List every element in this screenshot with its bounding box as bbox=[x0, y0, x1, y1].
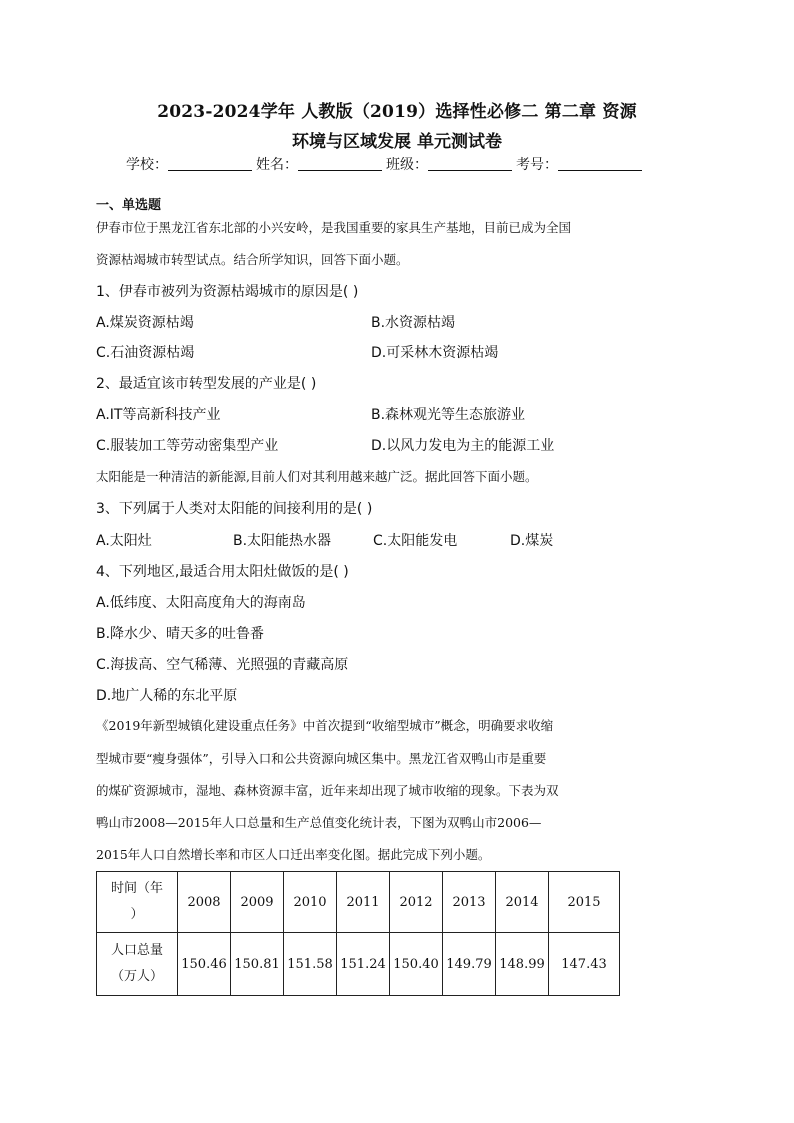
q2-option-c[interactable]: C.服装加工等劳动密集型产业 bbox=[96, 438, 279, 454]
school-blank[interactable] bbox=[168, 155, 252, 171]
q4-option-d[interactable]: D.地广人稀的东北平原 bbox=[96, 688, 238, 704]
question-3: 3、下列属于人类对太阳能的间接利用的是( ) bbox=[96, 501, 373, 517]
q1-option-a[interactable]: A.煤炭资源枯竭 bbox=[96, 315, 194, 331]
section-heading: 一、单选题 bbox=[96, 198, 162, 213]
group1-stem-line1: 伊春市位于黑龙江省东北部的小兴安岭，是我国重要的家具生产基地，目前已成为全国 bbox=[96, 220, 572, 235]
exam-number-label: 考号： bbox=[516, 157, 558, 173]
q4-option-b[interactable]: B.降水少、晴天多的吐鲁番 bbox=[96, 626, 265, 642]
question-1: 1、伊春市被列为资源枯竭城市的原因是( ) bbox=[96, 284, 359, 300]
year-cell: 2012 bbox=[390, 872, 443, 933]
q1-option-d[interactable]: D.可采林木资源枯竭 bbox=[371, 345, 499, 361]
q3-option-b[interactable]: B.太阳能热水器 bbox=[233, 533, 332, 549]
table-row-label bbox=[97, 933, 178, 996]
q3-option-d[interactable]: D.煤炭 bbox=[510, 533, 554, 549]
population-cell: 147.43 bbox=[549, 933, 620, 996]
table-row bbox=[97, 933, 620, 996]
row-label-line1: 人口总量 bbox=[110, 943, 163, 958]
table-header-row bbox=[97, 872, 620, 933]
q3-option-c[interactable]: C.太阳能发电 bbox=[373, 533, 458, 549]
header-label-line2: ） bbox=[130, 907, 144, 922]
population-cell: 151.24 bbox=[337, 933, 390, 996]
table-header-label bbox=[97, 872, 178, 933]
row-label-line2: （万人） bbox=[110, 969, 163, 984]
name-blank[interactable] bbox=[298, 155, 382, 171]
exam-title-line1: 2023-2024学年 人教版（2019）选择性必修二 第二章 资源 bbox=[157, 102, 637, 122]
population-cell: 151.58 bbox=[284, 933, 337, 996]
q4-option-a[interactable]: A.低纬度、太阳高度角大的海南岛 bbox=[96, 595, 306, 611]
year-cell: 2011 bbox=[337, 872, 390, 933]
student-info-row bbox=[126, 154, 646, 174]
population-cell: 148.99 bbox=[496, 933, 549, 996]
q2-option-a[interactable]: A.IT等高新科技产业 bbox=[96, 407, 221, 423]
population-cell: 150.46 bbox=[178, 933, 231, 996]
class-blank[interactable] bbox=[428, 155, 512, 171]
header-label-line1: 时间（年 bbox=[110, 881, 163, 896]
question-4: 4、下列地区,最适合用太阳灶做饭的是( ) bbox=[96, 564, 349, 580]
group3-paragraph-line3: 的煤矿资源城市，湿地、森林资源丰富，近年来却出现了城市收缩的现象。下表为双 bbox=[96, 783, 559, 798]
q2-option-b[interactable]: B.森林观光等生态旅游业 bbox=[371, 407, 526, 423]
year-cell: 2010 bbox=[284, 872, 337, 933]
group1-stem-line2: 资源枯竭城市转型试点。结合所学知识，回答下面小题。 bbox=[96, 252, 409, 267]
group3-paragraph-line1: 《2019年新型城镇化建设重点任务》中首次提到“收缩型城市”概念，明确要求收缩 bbox=[96, 718, 554, 733]
group3-paragraph-line5: 2015年人口自然增长率和市区人口迁出率变化图。据此完成下列小题。 bbox=[96, 847, 491, 862]
group2-stem: 太阳能是一种清洁的新能源,目前人们对其利用越来越广泛。据此回答下面小题。 bbox=[96, 469, 538, 484]
population-cell: 149.79 bbox=[443, 933, 496, 996]
school-label: 学校： bbox=[126, 157, 168, 173]
population-cell: 150.40 bbox=[390, 933, 443, 996]
year-cell: 2013 bbox=[443, 872, 496, 933]
group3-paragraph-line2: 型城市要“瘦身强体”，引导入口和公共资源向城区集中。黑龙江省双鸭山市是重要 bbox=[96, 751, 547, 766]
population-cell: 150.81 bbox=[231, 933, 284, 996]
exam-number-blank[interactable] bbox=[558, 155, 642, 171]
q3-option-a[interactable]: A.太阳灶 bbox=[96, 533, 152, 549]
exam-title-line2: 环境与区域发展 单元测试卷 bbox=[292, 132, 502, 152]
q4-option-c[interactable]: C.海拔高、空气稀薄、光照强的青藏高原 bbox=[96, 657, 349, 673]
name-label: 姓名： bbox=[256, 157, 298, 173]
class-label: 班级： bbox=[386, 157, 428, 173]
year-cell: 2014 bbox=[496, 872, 549, 933]
q1-option-c[interactable]: C.石油资源枯竭 bbox=[96, 345, 195, 361]
year-cell: 2015 bbox=[549, 872, 620, 933]
group3-paragraph-line4: 鸭山市2008—2015年人口总量和生产总值变化统计表，下图为双鸭山市2006— bbox=[96, 815, 542, 830]
population-table bbox=[96, 871, 620, 996]
q2-option-d[interactable]: D.以风力发电为主的能源工业 bbox=[371, 438, 555, 454]
q1-option-b[interactable]: B.水资源枯竭 bbox=[371, 315, 456, 331]
question-2: 2、最适宜该市转型发展的产业是( ) bbox=[96, 376, 317, 392]
year-cell: 2009 bbox=[231, 872, 284, 933]
year-cell: 2008 bbox=[178, 872, 231, 933]
